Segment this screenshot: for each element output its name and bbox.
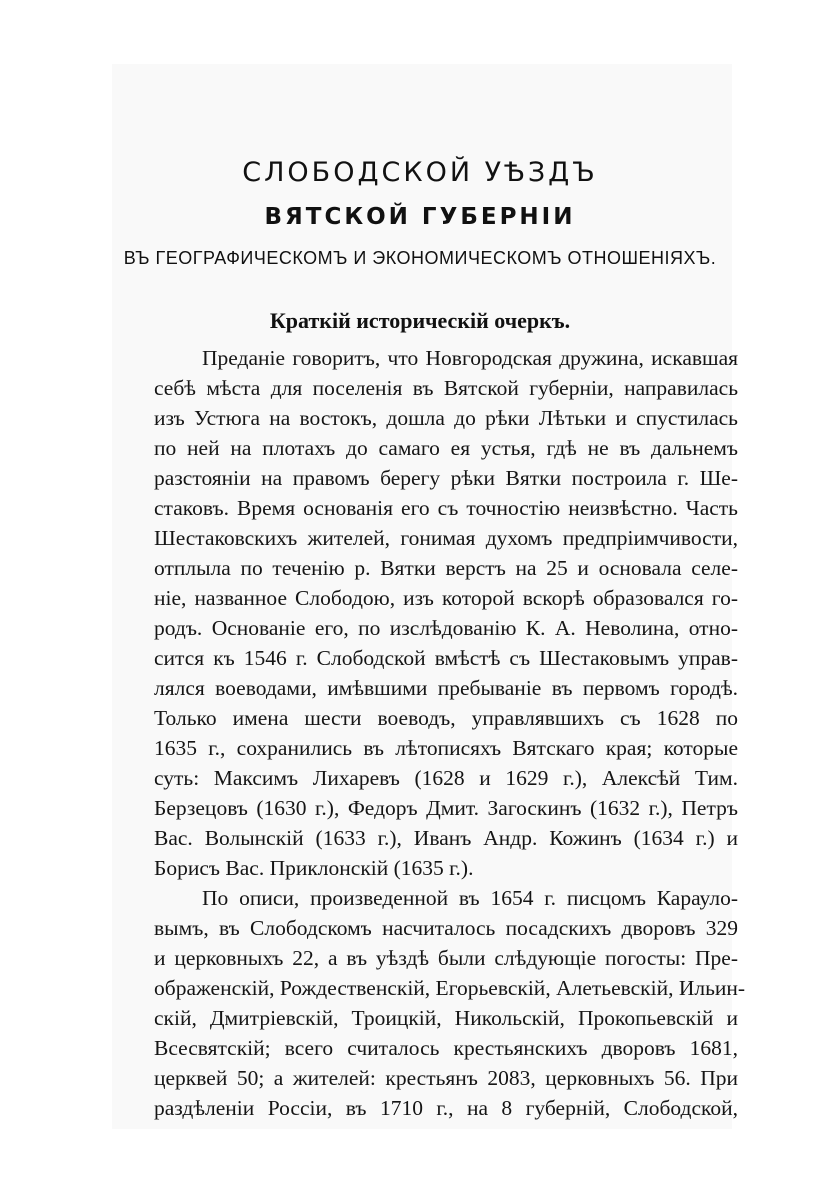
text-line: родъ. Основаніе его, по изслѣдованію К. А. Неволина, отно- [154,616,738,640]
text-line: Только имена шести воеводъ, управлявшихъ съ 1628 по [154,706,738,730]
text-line: Берзецовъ (1630 г.), Федоръ Дмит. Загоскинъ (1632 г.), Петръ [154,796,738,820]
title-line-3: ВЪ ГЕОГРАФИЧЕСКОМЪ И ЭКОНОМИЧЕСКОМЪ ОТНОШЕНІЯХЪ. [123,248,717,268]
text-line: вымъ, въ Слободскомъ насчиталось посадскихъ дворовъ 329 [154,916,738,940]
text-line: Всесвятскій; всего считалось крестьянскихъ дворовъ 1681, [154,1036,738,1060]
text-line: По описи, произведенной въ 1654 г. писцомъ Караулo- [202,886,738,910]
text-line: Борисъ Вас. Приклонскій (1635 г.). [154,856,474,880]
text-line: сится къ 1546 г. Слободской вмѣстѣ съ Шестаковымъ управ- [154,646,738,670]
text-line: по ней на плотахъ до самаго ея устья, гдѣ не въ дальнемъ [154,436,738,460]
title-line-2: ВЯТСКОЙ ГУБЕРНІИ [264,204,576,230]
text-line: себѣ мѣста для поселенія въ Вятской губерніи, направилась [154,376,738,400]
text-line: стаковъ. Время основанія его съ точностію неизвѣстно. Часть [154,496,738,520]
text-line: 1635 г., сохранились въ лѣтописяхъ Вятскаго края; которые [154,736,738,760]
paragraph-1 [154,343,738,883]
text-line: разстояніи на правомъ берегу рѣки Вятки построила г. Ше- [154,466,738,490]
text-line: отплыла по теченію р. Вятки верстъ на 25 и основала селе- [154,556,738,580]
text-line: Шестаковскихъ жителей, гонимая духомъ предпріимчивости, [154,526,738,550]
text-line: ніе, названное Слободою, изъ которой вскорѣ образовался го- [154,586,738,610]
section-heading: Краткій историческій очеркъ. [269,308,571,333]
text-line: ображенскій, Рождественскій, Егорьевскій, Алетьевскій, Ильин- [154,976,746,1000]
text-line: раздѣленіи Россіи, въ 1710 г., на 8 губерній, Слободской, [154,1096,738,1120]
text-line: изъ Устюга на востокъ, дошла до рѣки Лѣтьки и спустилась [154,406,738,430]
text-line: суть: Максимъ Лихаревъ (1628 и 1629 г.), Алексѣй Тим. [154,766,738,790]
text-line: церквей 50; а жителей: крестьянъ 2083, церковныхъ 56. При [154,1066,738,1090]
text-line: и церковныхъ 22, а въ уѣздѣ были слѣдующіе погосты: Пре- [154,946,738,970]
text-line: Вас. Волынскій (1633 г.), Иванъ Андр. Кожинъ (1634 г.) и [154,826,738,850]
text-line: Преданіе говоритъ, что Новгородская дружина, искавшая [202,346,738,370]
title-line-1: СЛОБОДСКОЙ УѢЗДЪ [242,157,598,188]
text-line: лялся воеводами, имѣвшими пребываніе въ первомъ городѣ. [154,676,738,700]
text-line: скій, Дмитріевскій, Троицкій, Никольскій, Прокопьевскій и [154,1006,738,1030]
paragraph-2 [154,883,746,1123]
body-text [154,343,746,1123]
